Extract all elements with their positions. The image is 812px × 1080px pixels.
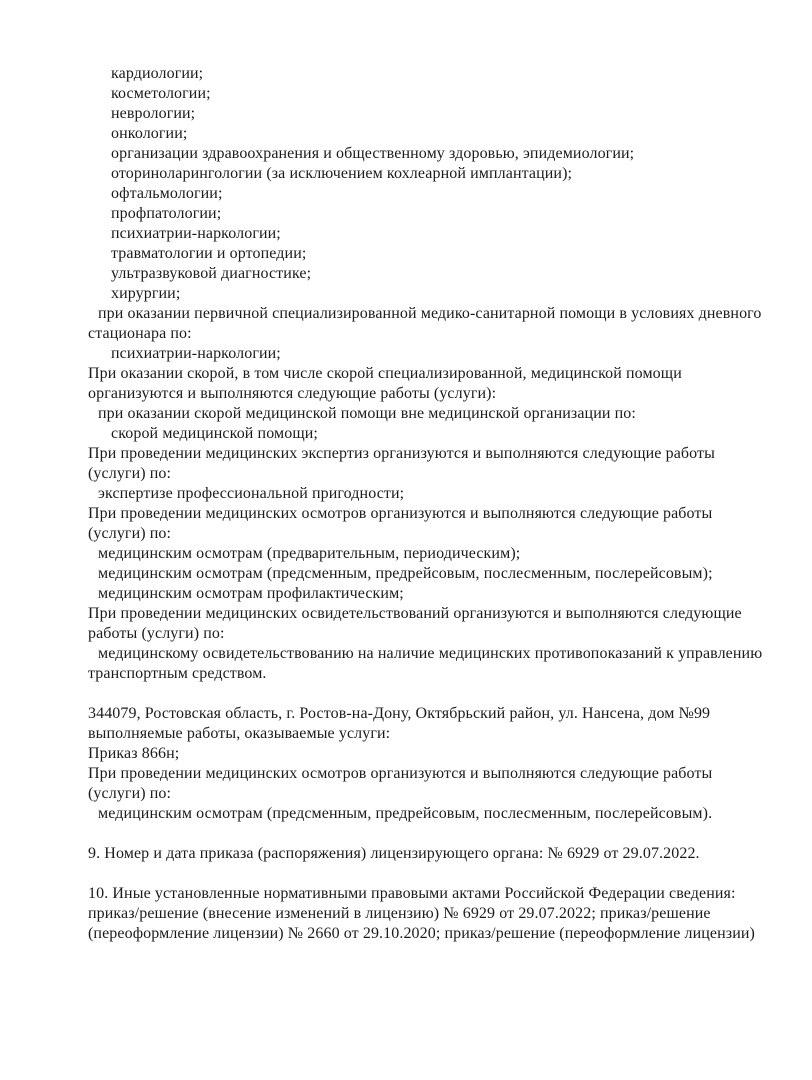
text-line: организуются и выполняются следующие работы (услуги): [88, 385, 497, 402]
text-line: медицинским осмотрам профилактическим; [98, 585, 404, 602]
text-line: травматологии и ортопедии; [111, 245, 307, 262]
text-line: Приказ 866н; [88, 745, 180, 762]
text-line: экспертизе профессиональной пригодности; [98, 485, 405, 502]
text-line: 9. Номер и дата приказа (распоряжения) лицензирующего органа: № 6929 от 29.07.2022. [88, 845, 700, 862]
text-line: медицинскому освидетельствованию на наличие медицинских противопоказаний к управлению [98, 645, 763, 662]
text-line: приказ/решение (внесение изменений в лицензию) № 6929 от 29.07.2022; приказ/решение [88, 905, 711, 922]
text-line: косметологии; [111, 85, 211, 102]
text-line: (услуги) по: [88, 465, 172, 482]
text-line: онкологии; [111, 125, 188, 142]
text-line: неврологии; [111, 105, 196, 122]
text-line: При проведении медицинских освидетельствований организуются и выполняются следующие [88, 605, 742, 622]
text-line: работы (услуги) по: [88, 625, 225, 642]
text-line: При проведении медицинских экспертиз организуются и выполняются следующие работы [88, 445, 715, 462]
text-line: при оказании первичной специализированной медико-санитарной помощи в условиях дневного [98, 305, 762, 322]
text-line: психиатрии-наркологии; [111, 345, 281, 362]
text-line: стационара по: [88, 325, 192, 342]
text-line: (переоформление лицензии) № 2660 от 29.10.2020; приказ/решение (переоформление лицензии) [88, 925, 755, 942]
text-line: хирургии; [111, 285, 181, 302]
text-line: (услуги) по: [88, 785, 172, 802]
text-line: При проведении медицинских осмотров организуются и выполняются следующие работы [88, 505, 713, 522]
text-line: При оказании скорой, в том числе скорой специализированной, медицинской помощи [88, 365, 682, 382]
blank-line [88, 864, 766, 884]
document-body [88, 64, 766, 944]
text-line: организации здравоохранения и общественному здоровью, эпидемиологии; [111, 145, 635, 162]
text-line: медицинским осмотрам (предсменным, предрейсовым, послесменным, послерейсовым). [98, 805, 713, 822]
text-line: оториноларингологии (за исключением кохлеарной имплантации); [111, 165, 573, 182]
text-line: психиатрии-наркологии; [111, 225, 281, 242]
text-line: ультразвуковой диагностике; [111, 265, 312, 282]
text-line: медицинским осмотрам (предварительным, периодическим); [98, 545, 521, 562]
text-line: скорой медицинской помощи; [111, 425, 318, 442]
text-line: кардиологии; [111, 65, 204, 82]
text-line: 344079, Ростовская область, г. Ростов-на-Дону, Октябрьский район, ул. Нансена, дом №99 [88, 705, 711, 722]
text-line: (услуги) по: [88, 525, 172, 542]
text-line: 10. Иные установленные нормативными правовыми актами Российской Федерации сведения: [88, 885, 736, 902]
text-line: профпатологии; [111, 205, 222, 222]
blank-line [88, 684, 766, 704]
text-line: При проведении медицинских осмотров организуются и выполняются следующие работы [88, 765, 713, 782]
text-line: офтальмологии; [111, 185, 223, 202]
text-line: медицинским осмотрам (предсменным, предрейсовым, послесменным, послерейсовым); [98, 565, 713, 582]
blank-line [88, 824, 766, 844]
text-line: выполняемые работы, оказываемые услуги: [88, 725, 391, 742]
text-line: при оказании скорой медицинской помощи вне медицинской организации по: [98, 405, 636, 422]
text-line: транспортным средством. [88, 665, 267, 682]
